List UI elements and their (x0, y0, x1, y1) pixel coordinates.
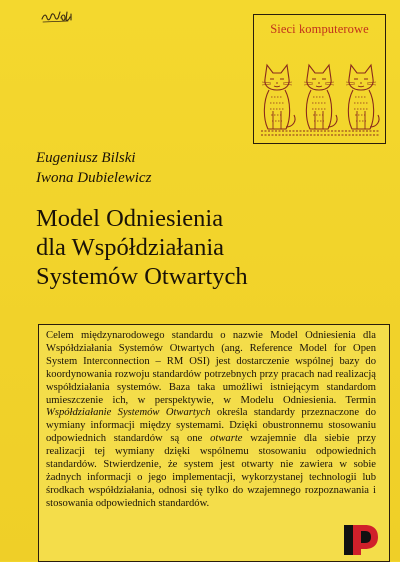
series-label: Sieci komputerowe (270, 22, 369, 36)
publisher-logo-icon (341, 522, 381, 558)
title-line: Model Odniesienia (36, 205, 224, 232)
author-name: Iwona Dubielewicz (36, 170, 152, 186)
description-part: Celem międzynarodowego standardu o nazwie Model Odniesienia dla Współdziałania Systemów Otwartych (ang. Reference Model for Open System Interconnection – RM OSI) jest dostarczenie wspólnej bazy do koordynowania rozwoju standardów potrzebnych przy pracach nad realizacją współdziałania systemów. Baza taka umożliwi istniejącym standardom umieszczenie ich, w perspektywie, w Modelu Odniesienia. Termin (46, 330, 376, 406)
description-box (38, 324, 390, 562)
series-box (253, 14, 386, 144)
authors (36, 148, 151, 188)
cat-icon (262, 65, 295, 129)
description-term: otwarte (210, 433, 243, 445)
title-line: Systemów Otwartych (36, 263, 248, 290)
author-name: Eugeniusz Bilski (36, 150, 136, 166)
description-text (46, 330, 376, 511)
description-part: określa standardy przeznaczone do wymiany informacji między systemami. Dzięki obustronnemu stosowaniu odpowiednich standardów są one (46, 407, 376, 445)
description-part: wzajemnie dla siebie przy realizacji tej wymiany dzięki wspólnemu stosowaniu odpowiednich standardów. Stwierdzenie, że system jest otwarty nie zawiera w sobie żadnych informacji o jego implementacji, wykorzystanej technologii lub środkach współdziałania, odnosi się tylko do wzajemnego rozpoznawania i stosowania odpowiednich standardów. (46, 433, 376, 509)
cat-icon (304, 65, 337, 129)
signature-scribble-icon (40, 8, 74, 24)
cat-icon (346, 65, 379, 129)
book-title (36, 204, 248, 291)
cats-illustration (259, 59, 381, 141)
title-line: dla Współdziałania (36, 234, 224, 261)
description-term: Współdziałanie Systemów Otwartych (46, 407, 211, 419)
